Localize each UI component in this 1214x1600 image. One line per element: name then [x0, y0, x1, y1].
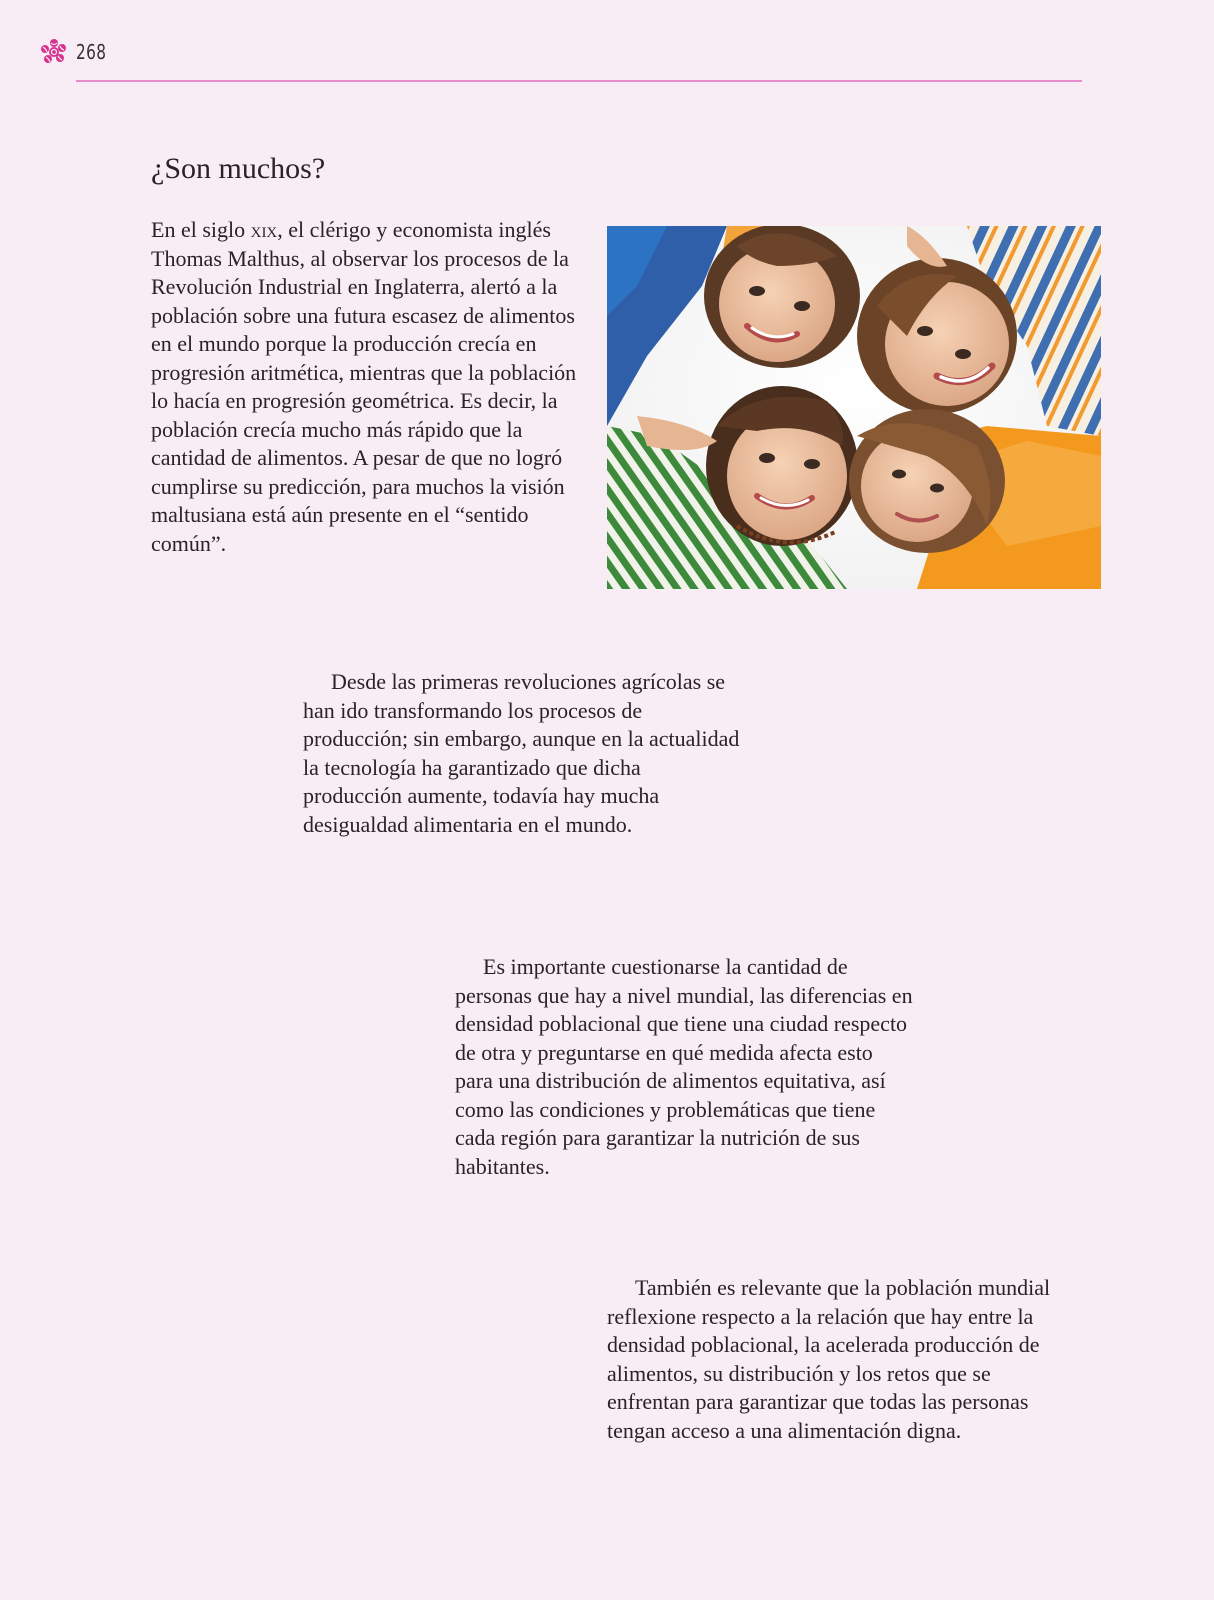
intro-text-rest: , el clérigo y economista inglés Thomas Malthus, al observar los procesos de la Revolución Industrial en Inglaterra, alertó a la población sobre una futura escasez de alimentos en el mundo porque la producción crecía en progresión aritmética, mientras que la población lo hacía en progresión geométrica. Es decir, la población crecía mucho más rápido que la cantidad de alimentos. A pesar de que no logró cumplirse su predicción, para muchos la visión maltusiana está aún presente en el “sentido común”.: [151, 217, 577, 556]
century-numeral: xix: [250, 217, 278, 242]
header-rule: [76, 80, 1082, 82]
body-paragraph-food-access: También es relevante que la población mundial reflexione respecto a la relación que hay entre la densidad poblacional, la acelerada producción de alimentos, su distribución y los retos que se enfrentan para garantizar que todas las personas tengan acceso a una alimentación digna.: [607, 1275, 1051, 1443]
body-paragraph-population-density: Es importante cuestionarse la cantidad de personas que hay a nivel mundial, las diferencias en densidad poblacional que tiene una ciudad respecto de otra y preguntarse en qué medida afecta esto para una distribución de alimentos equitativa, así como las condiciones y problemáticas que tiene cada región para garantizar la nutrición de sus habitantes.: [455, 954, 913, 1179]
section-title: ¿Son muchos?: [151, 152, 326, 185]
body-paragraph-agriculture: Desde las primeras revoluciones agrícolas se han ido transformando los procesos de producción; sin embargo, aunque en la actualidad la tecnología ha garantizado que dicha producción aumente, todavía hay mucha desigualdad alimentaria en el mundo.: [303, 669, 740, 837]
children-circle-photo: [607, 226, 1101, 589]
pink-flower-ornament-icon: [40, 38, 68, 66]
intro-text-start: En el siglo: [151, 217, 251, 242]
page-number: 268: [76, 40, 107, 64]
intro-paragraph: [151, 216, 591, 558]
